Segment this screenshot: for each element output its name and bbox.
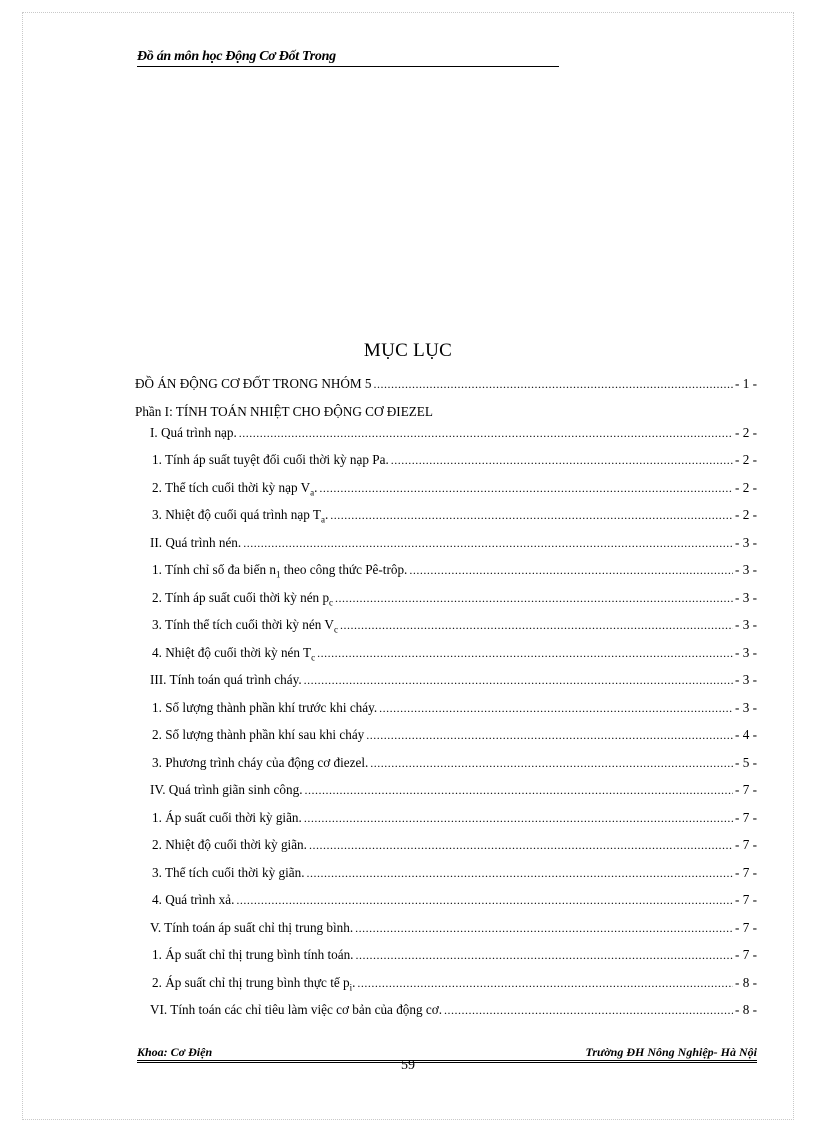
toc-entry-title: 3. Tính thể tích cuối thời kỳ nén $V_c$ xyxy=(152,617,338,635)
toc-page-number: - 7 - xyxy=(735,810,757,825)
footer-department: Khoa: Cơ Điện xyxy=(137,1045,213,1059)
toc-entry[interactable] xyxy=(152,452,757,468)
header-title: Đồ án môn học Động Cơ Đốt Trong xyxy=(137,49,336,64)
toc-dot-leader xyxy=(355,947,733,963)
toc-page-number: - 8 - xyxy=(735,975,757,990)
toc-dot-leader xyxy=(319,480,733,496)
toc-entry[interactable] xyxy=(152,562,757,578)
toc-entry-title: 1. Áp suất chỉ thị trung bình tính toán. xyxy=(152,947,354,962)
toc-entry[interactable] xyxy=(152,645,757,661)
toc-entry[interactable] xyxy=(152,590,757,606)
toc-dot-leader xyxy=(444,1002,733,1018)
toc-page-number: - 2 - xyxy=(735,507,757,522)
toc-page-number: - 1 - xyxy=(735,376,757,391)
toc-entry-title: IV. Quá trình giãn sinh công. xyxy=(150,782,303,797)
toc-entry-title: II. Quá trình nén. xyxy=(150,535,242,550)
toc-heading: MỤC LỤC xyxy=(363,340,453,361)
toc-entry[interactable] xyxy=(152,507,757,523)
toc-page-number: - 7 - xyxy=(735,865,757,880)
toc-page-number: - 2 - xyxy=(735,425,757,440)
page-number: 59 xyxy=(401,1058,415,1073)
toc-dot-leader xyxy=(309,837,733,853)
toc-dot-leader xyxy=(355,920,733,936)
toc-dot-leader xyxy=(307,865,734,881)
toc-entry-title: 1. Tính chỉ số đa biến $n_1$ theo công thức Pê-trôp. xyxy=(152,562,408,580)
toc-dot-leader xyxy=(317,645,733,661)
toc-dot-leader xyxy=(370,755,733,771)
toc-entry-title: 3. Nhiệt độ cuối quá trình nạp $T_a$. xyxy=(152,507,329,525)
toc-page-number: - 8 - xyxy=(735,1002,757,1017)
toc-entry[interactable] xyxy=(152,892,757,908)
toc-dot-leader xyxy=(243,535,733,551)
toc-entry[interactable] xyxy=(152,810,757,826)
toc-dot-leader xyxy=(366,727,733,743)
toc-entry-title: 1. Áp suất cuối thời kỳ giãn. xyxy=(152,810,302,825)
toc-entry[interactable] xyxy=(152,755,757,771)
toc-entry[interactable] xyxy=(152,700,757,716)
toc-entry-title: 3. Thể tích cuối thời kỳ giãn. xyxy=(152,865,305,880)
toc-page-number: - 4 - xyxy=(735,727,757,742)
toc-entry[interactable] xyxy=(150,535,757,551)
toc-entry[interactable] xyxy=(152,947,757,963)
toc-page-number: - 3 - xyxy=(735,562,757,577)
toc-dot-leader xyxy=(330,507,733,523)
toc-page-number: - 3 - xyxy=(735,700,757,715)
toc-entry-title: V. Tính toán áp suất chỉ thị trung bình. xyxy=(150,920,354,935)
toc-page-number: - 5 - xyxy=(735,755,757,770)
toc-entry[interactable] xyxy=(152,865,757,881)
toc-entry-title: VI. Tính toán các chỉ tiêu làm việc cơ bản của động cơ. xyxy=(150,1002,442,1017)
toc-dot-leader xyxy=(304,810,733,826)
toc-dot-leader xyxy=(340,617,733,633)
toc-entry[interactable] xyxy=(152,727,757,743)
toc-entry-title: 4. Quá trình xả. xyxy=(152,892,235,907)
toc-entry-title: 3. Phương trình cháy của động cơ điezel. xyxy=(152,755,369,770)
toc-entry[interactable] xyxy=(152,975,757,991)
toc-entry-title: I. Quá trình nạp. xyxy=(150,425,237,440)
toc-entry-title: 1. Tính áp suất tuyệt đối cuối thời kỳ nạp Pa. xyxy=(152,452,389,467)
toc-entry[interactable] xyxy=(135,404,757,420)
toc-entry-title: 2. Áp suất chỉ thị trung bình thực tế $p_i$. xyxy=(152,975,356,993)
toc-entry-title: 1. Số lượng thành phần khí trước khi cháy. xyxy=(152,700,378,715)
toc-entry[interactable] xyxy=(150,782,757,798)
toc-entry-title: Phần I: TÍNH TOÁN NHIỆT CHO ĐỘNG CƠ ĐIEZEL xyxy=(135,404,433,419)
toc-page-number: - 7 - xyxy=(735,782,757,797)
toc-dot-leader xyxy=(239,425,733,441)
toc-entry-title: 2. Số lượng thành phần khí sau khi cháy xyxy=(152,727,365,742)
toc-entry-title: 2. Thể tích cuối thời kỳ nạp $V_a$. xyxy=(152,480,318,498)
toc-entry[interactable] xyxy=(152,480,757,496)
toc-entry[interactable] xyxy=(150,1002,757,1018)
toc-page-number: - 3 - xyxy=(735,672,757,687)
toc-entry[interactable] xyxy=(150,425,757,441)
toc-dot-leader xyxy=(374,376,733,392)
toc-page-number: - 2 - xyxy=(735,480,757,495)
toc-entry[interactable] xyxy=(150,672,757,688)
toc-page-number: - 3 - xyxy=(735,617,757,632)
toc-page-number: - 3 - xyxy=(735,535,757,550)
toc-entry[interactable] xyxy=(150,920,757,936)
toc-entry[interactable] xyxy=(135,376,757,392)
toc-dot-leader xyxy=(236,892,733,908)
toc-dot-leader xyxy=(305,782,734,798)
toc-page-number: - 7 - xyxy=(735,892,757,907)
toc-entry-title: 2. Tính áp suất cuối thời kỳ nén $p_c$ xyxy=(152,590,334,608)
toc-page-number: - 7 - xyxy=(735,920,757,935)
toc-dot-leader xyxy=(379,700,733,716)
toc-page-number: - 2 - xyxy=(735,452,757,467)
toc-dot-leader xyxy=(391,452,733,468)
toc-entry-title: 2. Nhiệt độ cuối thời kỳ giãn. xyxy=(152,837,307,852)
toc-entry[interactable] xyxy=(152,837,757,853)
toc-page-number: - 3 - xyxy=(735,590,757,605)
toc-dot-leader xyxy=(335,590,733,606)
toc-entry-title: 4. Nhiệt độ cuối thời kỳ nén $T_c$ xyxy=(152,645,316,663)
toc-dot-leader xyxy=(357,975,733,991)
toc-dot-leader xyxy=(304,672,733,688)
footer-university: Trường ĐH Nông Nghiệp- Hà Nội xyxy=(585,1045,757,1059)
toc-entry-title: III. Tính toán quá trình cháy. xyxy=(150,672,302,687)
toc-page-number: - 7 - xyxy=(735,947,757,962)
toc-page-number: - 7 - xyxy=(735,837,757,852)
toc-entry-title: ĐỒ ÁN ĐỘNG CƠ ĐỐT TRONG NHÓM 5 xyxy=(135,376,372,391)
toc-page-number: - 3 - xyxy=(735,645,757,660)
toc-dot-leader xyxy=(409,562,733,578)
toc-entry[interactable] xyxy=(152,617,757,633)
